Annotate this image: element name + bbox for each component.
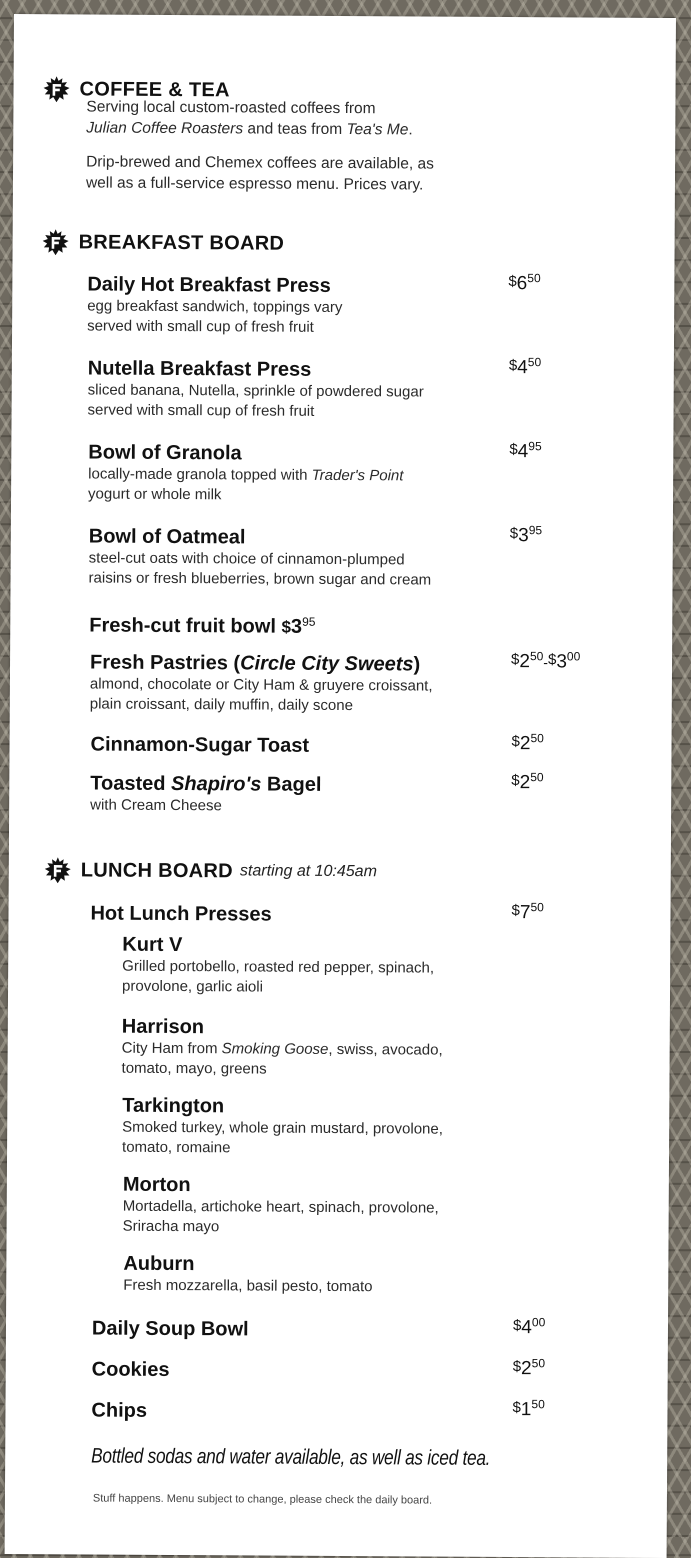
item-desc: egg breakfast sandwich, toppings vary [87, 297, 343, 317]
item-name [90, 771, 570, 798]
menu-item-bowl-of-oatmeal [88, 524, 568, 591]
coffee-details-line2: well as a full-service espresso menu. Prices vary. [85, 174, 424, 194]
currency-symbol: $ [508, 273, 517, 291]
menu-item-cookies [92, 1358, 572, 1385]
item-desc: almond, chocolate or City Ham & gruyere croissant, [89, 675, 433, 695]
price-dollars: 4 [517, 357, 528, 379]
currency-symbol: $ [511, 902, 520, 920]
item-desc: sliced banana, Nutella, sprinkle of powdered sugar [87, 381, 424, 401]
section-lunch-board [45, 857, 377, 885]
item-desc: raisins or fresh blueberries, brown sugar and cream [88, 569, 432, 589]
price-cents: 50 [529, 649, 544, 664]
price-dollars: 2 [519, 733, 531, 755]
menu-item-daily-soup-bowl [92, 1317, 572, 1344]
text-fragment: City Ham from [121, 1039, 222, 1058]
item-name: Hot Lunch Presses [90, 902, 272, 926]
item-price [513, 1315, 545, 1339]
menu-item-fresh-cut-fruit-bowl [89, 608, 649, 641]
vendor-name: Smoking Goose [221, 1040, 329, 1058]
price-dollars: 6 [516, 273, 528, 295]
currency-symbol: $ [508, 357, 518, 375]
vendor-name: Trader's Point [311, 466, 404, 485]
item-desc: Grilled portobello, roasted red pepper, spinach, [122, 957, 435, 977]
price-dollars: 3 [290, 615, 303, 638]
text-fragment: Toasted [90, 772, 172, 795]
item-price [508, 271, 540, 295]
price-cents: 50 [527, 271, 541, 286]
item-desc: tomato, romaine [122, 1138, 231, 1157]
item-desc: Fresh mozzarella, basil pesto, tomato [123, 1276, 373, 1296]
item-name: Daily Soup Bowl [91, 1317, 249, 1341]
price-dollars: 3 [556, 651, 567, 673]
item-name [90, 650, 530, 677]
section-title: LUNCH BOARD [80, 858, 234, 882]
price-cents: 00 [566, 649, 581, 664]
price-dollars: 2 [519, 772, 531, 794]
section-subtitle: starting at 10:45am [239, 862, 377, 881]
text-fragment: , swiss, avocado, [328, 1040, 443, 1059]
item-price [510, 523, 542, 547]
item-name: Harrison [121, 1015, 205, 1039]
price-dollars: 2 [519, 651, 531, 673]
coffee-intro-line1: Serving local custom-roasted coffees from [86, 98, 376, 118]
item-price [509, 439, 541, 463]
item-desc: plain croissant, daily muffin, daily scone [89, 695, 354, 715]
price-cents: 50 [531, 1356, 546, 1371]
text-fragment: Bagel [261, 773, 322, 796]
item-price [511, 770, 543, 794]
menu-item-fresh-pastries [90, 650, 530, 717]
price-cents: 95 [528, 439, 542, 454]
text-fragment: ) [413, 653, 421, 676]
item-desc: Mortadella, artichoke heart, spinach, provolone, [122, 1197, 439, 1217]
item-desc: with Cream Cheese [90, 796, 222, 815]
item-desc: provolone, garlic aioli [122, 977, 264, 996]
item-price [511, 900, 543, 924]
menu-item-nutella-breakfast-press [88, 356, 568, 423]
currency-symbol: $ [512, 1399, 521, 1417]
vendor-name: Circle City Sweets [240, 652, 414, 676]
price-cents: 50 [527, 355, 542, 370]
press-tarkington [122, 1094, 602, 1161]
item-desc: Sriracha mayo [122, 1217, 220, 1236]
currency-symbol: $ [509, 525, 519, 543]
vendor-name: Shapiro's [170, 772, 262, 796]
price-cents: 50 [530, 770, 544, 785]
menu-item-chips [91, 1398, 571, 1425]
fine-print: Stuff happens. Menu subject to change, please check the daily board. [92, 1492, 433, 1507]
item-desc: served with small cup of fresh fruit [87, 317, 314, 336]
text-fragment: and teas from [243, 120, 347, 139]
text-fragment: . [408, 121, 413, 139]
f-starburst-icon [43, 229, 69, 255]
item-price [513, 1356, 545, 1380]
press-harrison [121, 1015, 601, 1082]
item-name: Kurt V [122, 933, 183, 957]
price-dollars: 4 [521, 1317, 532, 1339]
tea-vendor-name: Tea's Me [346, 121, 409, 139]
menu-item-daily-hot-breakfast-press [87, 272, 567, 339]
currency-symbol: $ [511, 651, 520, 669]
price-cents: 95 [528, 523, 543, 538]
price-cents: 50 [530, 900, 544, 915]
item-name: Morton [122, 1173, 191, 1197]
menu-item-hot-lunch-presses [90, 901, 570, 928]
item-name: Cookies [91, 1358, 170, 1381]
coffee-details-line1: Drip-brewed and Chemex coffees are available, as [86, 153, 434, 173]
menu-paper [5, 14, 676, 1558]
price-cents: 50 [530, 731, 544, 746]
f-starburst-icon [43, 76, 69, 102]
price-dollars: 4 [517, 441, 529, 463]
price-dollars: 2 [521, 1358, 532, 1380]
item-price [509, 355, 541, 379]
text-fragment: Fresh Pastries ( [89, 651, 241, 675]
menu-item-toasted-bagel [90, 771, 570, 818]
price-dollars: 1 [520, 1399, 532, 1421]
item-name: Tarkington [122, 1094, 225, 1118]
beverages-note: Bottled sodas and water available, as well as iced tea. [91, 1444, 491, 1470]
menu-item-cinnamon-sugar-toast [90, 732, 570, 759]
currency-symbol: $ [512, 1358, 522, 1376]
item-desc: Smoked turkey, whole grain mustard, provolone, [122, 1118, 443, 1138]
item-name: Bowl of Oatmeal [88, 525, 246, 549]
item-price [512, 1397, 544, 1421]
currency-symbol: $ [509, 441, 518, 459]
currency-symbol: $ [281, 617, 292, 637]
item-desc: yogurt or whole milk [88, 485, 222, 504]
currency-symbol: $ [547, 651, 557, 669]
press-auburn [123, 1252, 603, 1299]
item-name: Cinnamon-Sugar Toast [90, 733, 310, 757]
item-name-text: Fresh-cut fruit bowl [89, 614, 277, 638]
currency-symbol: $ [511, 733, 520, 751]
item-price-range [511, 649, 580, 673]
price-cents: 00 [531, 1315, 546, 1330]
coffee-details [86, 151, 434, 195]
range-separator: - [543, 654, 549, 671]
item-name [89, 608, 649, 641]
item-name: Auburn [123, 1252, 195, 1276]
press-morton [123, 1173, 603, 1240]
text-fragment: locally-made granola topped with [88, 465, 312, 484]
section-title: COFFEE & TEA [79, 77, 230, 101]
f-starburst-icon [45, 857, 71, 883]
roaster-name: Julian Coffee Roasters [86, 119, 244, 138]
currency-symbol: $ [511, 772, 520, 790]
item-name: Chips [91, 1399, 148, 1422]
coffee-intro [86, 96, 413, 140]
item-desc: tomato, mayo, greens [121, 1059, 267, 1078]
item-name: Daily Hot Breakfast Press [87, 273, 331, 297]
price-dollars: 3 [518, 525, 529, 547]
section-title: BREAKFAST BOARD [78, 230, 285, 255]
price-cents: 50 [531, 1397, 545, 1412]
item-desc: steel-cut oats with choice of cinnamon-plumped [88, 549, 405, 569]
item-name: Bowl of Granola [88, 441, 242, 465]
menu-item-bowl-of-granola [88, 440, 568, 507]
press-kurt-v [122, 933, 602, 1000]
item-name: Nutella Breakfast Press [87, 357, 312, 381]
item-price [281, 616, 315, 638]
item-desc: served with small cup of fresh fruit [87, 401, 315, 420]
coffee-intro-line2 [86, 117, 412, 140]
section-breakfast-board [43, 229, 285, 256]
price-cents: 95 [302, 614, 316, 629]
price-dollars: 7 [519, 902, 531, 924]
item-price [511, 731, 543, 755]
currency-symbol: $ [512, 1317, 522, 1335]
